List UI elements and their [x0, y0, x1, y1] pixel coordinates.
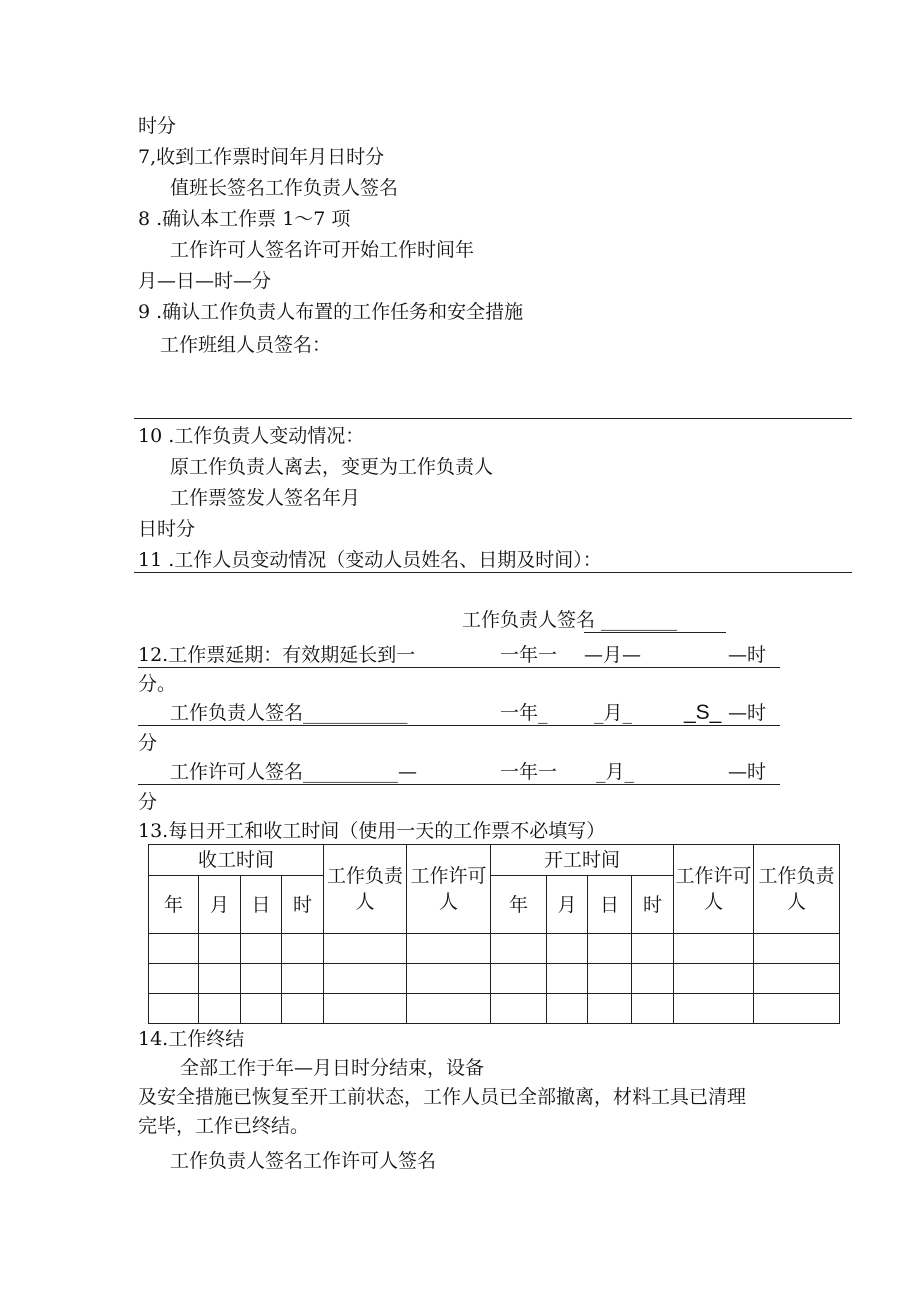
table-cell[interactable] — [324, 994, 407, 1024]
item-14-finish-time: 全部工作于年—月日时分结束，设备 — [180, 1057, 485, 1079]
item-9-crew-signature: 工作班组人员签名： — [160, 334, 332, 356]
item-8-confirm: 8 .确认本工作票 1～7 项 — [138, 208, 351, 230]
col-hour: 时 — [632, 876, 674, 934]
table-cell[interactable] — [199, 934, 241, 964]
table-row — [149, 964, 840, 994]
item-7-signatures: 值班长签名工作负责人签名 — [170, 177, 399, 199]
signature-underline — [584, 632, 726, 633]
close-time-header: 收工时间 — [149, 845, 324, 876]
table-cell[interactable] — [632, 934, 674, 964]
col-year: 年 — [491, 876, 547, 934]
divider-line — [134, 418, 852, 419]
table-cell[interactable] — [588, 934, 632, 964]
item-12-year: 一年一 — [500, 644, 558, 666]
item-11-staff-change: 11 .工作人员变动情况（变动人员姓名、日期及时间）： — [138, 549, 602, 571]
col-permitter: 工作许可人 — [407, 845, 491, 934]
table-cell[interactable] — [632, 964, 674, 994]
table-cell[interactable] — [491, 964, 547, 994]
item-12-permitter-month: _月_ — [596, 761, 635, 783]
table-cell[interactable] — [199, 964, 241, 994]
table-cell[interactable] — [547, 964, 588, 994]
item-8-permit-time: 工作许可人签名许可开始工作时间年 — [170, 239, 475, 261]
table-cell[interactable] — [149, 934, 199, 964]
item-14-signatures: 工作负责人签名工作许可人签名 — [170, 1150, 437, 1172]
table-cell[interactable] — [754, 994, 840, 1024]
item-12-minute: 分。 — [138, 673, 177, 695]
col-month: 月 — [547, 876, 588, 934]
col-leader: 工作负责人 — [754, 845, 840, 934]
table-cell[interactable] — [149, 964, 199, 994]
table-cell[interactable] — [407, 964, 491, 994]
fill-underline — [138, 784, 780, 785]
table-cell[interactable] — [754, 964, 840, 994]
col-leader: 工作负责人 — [324, 845, 407, 934]
item-14-restored: 及安全措施已恢复至开工前状态，工作人员已全部撤离，材料工具已清理 — [138, 1086, 747, 1108]
col-month: 月 — [199, 876, 241, 934]
table-row — [149, 934, 840, 964]
item-7-receive-time: 7,收到工作票时间年月日时分 — [138, 146, 385, 168]
table-cell[interactable] — [547, 934, 588, 964]
table-cell[interactable] — [754, 934, 840, 964]
table-cell[interactable] — [407, 994, 491, 1024]
item-10-leader-change: 10 .工作负责人变动情况： — [138, 425, 365, 447]
col-day: 日 — [241, 876, 282, 934]
table-cell[interactable] — [282, 994, 324, 1024]
table-cell[interactable] — [282, 934, 324, 964]
table-cell[interactable] — [407, 934, 491, 964]
fill-underline — [138, 725, 780, 726]
daily-time-table — [148, 844, 840, 1024]
col-year: 年 — [149, 876, 199, 934]
open-time-header: 开工时间 — [491, 845, 674, 876]
item-12-permitter-signature: 工作许可人签名__________— — [170, 761, 418, 783]
table-cell[interactable] — [547, 994, 588, 1024]
item-12-leader-signature: 工作负责人签名___________ — [170, 702, 408, 724]
col-permitter: 工作许可人 — [674, 845, 754, 934]
item-14-work-end: 14.工作终结 — [138, 1028, 245, 1050]
divider-line — [134, 572, 852, 573]
item-12-leader-minute: 分 — [138, 732, 158, 754]
item-11-leader-signature: 工作负责人签名 ________ — [462, 609, 678, 631]
table-cell[interactable] — [674, 964, 754, 994]
item-10-issuer-signature: 工作票签发人签名年月 — [170, 487, 361, 509]
col-hour: 时 — [282, 876, 324, 934]
item-10-date-line: 日时分 — [138, 518, 196, 540]
table-cell[interactable] — [491, 934, 547, 964]
table-cell[interactable] — [674, 994, 754, 1024]
item-12-leader-year: 一年_ — [500, 702, 548, 724]
table-cell[interactable] — [282, 964, 324, 994]
table-cell[interactable] — [199, 994, 241, 1024]
table-cell[interactable] — [674, 934, 754, 964]
item-12-month: —月— — [584, 644, 642, 666]
line-time-minute: 时分 — [138, 115, 177, 137]
table-cell[interactable] — [241, 964, 282, 994]
item-12-permitter-minute: 分 — [138, 791, 158, 813]
table-cell[interactable] — [632, 994, 674, 1024]
fill-underline — [138, 667, 780, 668]
table-cell[interactable] — [241, 934, 282, 964]
item-12-hour: —时 — [728, 644, 767, 666]
table-cell[interactable] — [588, 994, 632, 1024]
item-12-permitter-hour: —时 — [728, 761, 767, 783]
item-12-extension: 12.工作票延期：有效期延长到一 — [138, 644, 416, 666]
item-8-date-line: 月—日—时—分 — [138, 270, 272, 292]
table-cell[interactable] — [324, 934, 407, 964]
table-row — [149, 994, 840, 1024]
item-12-leader-hour: —时 — [728, 702, 767, 724]
col-day: 日 — [588, 876, 632, 934]
item-12-leader-month: _月_ — [594, 702, 633, 724]
table-cell[interactable] — [241, 994, 282, 1024]
table-cell[interactable] — [149, 994, 199, 1024]
item-9-confirm: 9 .确认工作负责人布置的工作任务和安全措施 — [138, 301, 524, 323]
table-cell[interactable] — [491, 994, 547, 1024]
item-12-permitter-year: 一年一 — [500, 761, 558, 783]
table-cell[interactable] — [324, 964, 407, 994]
item-13-daily-times: 13.每日开工和收工时间（使用一天的工作票不必填写） — [138, 820, 606, 842]
table-cell[interactable] — [588, 964, 632, 994]
item-10-change-detail: 原工作负责人离去，变更为工作负责人 — [170, 456, 494, 478]
item-14-completed: 完毕，工作已终结。 — [138, 1115, 310, 1137]
item-12-leader-day: _S_ — [684, 701, 722, 724]
